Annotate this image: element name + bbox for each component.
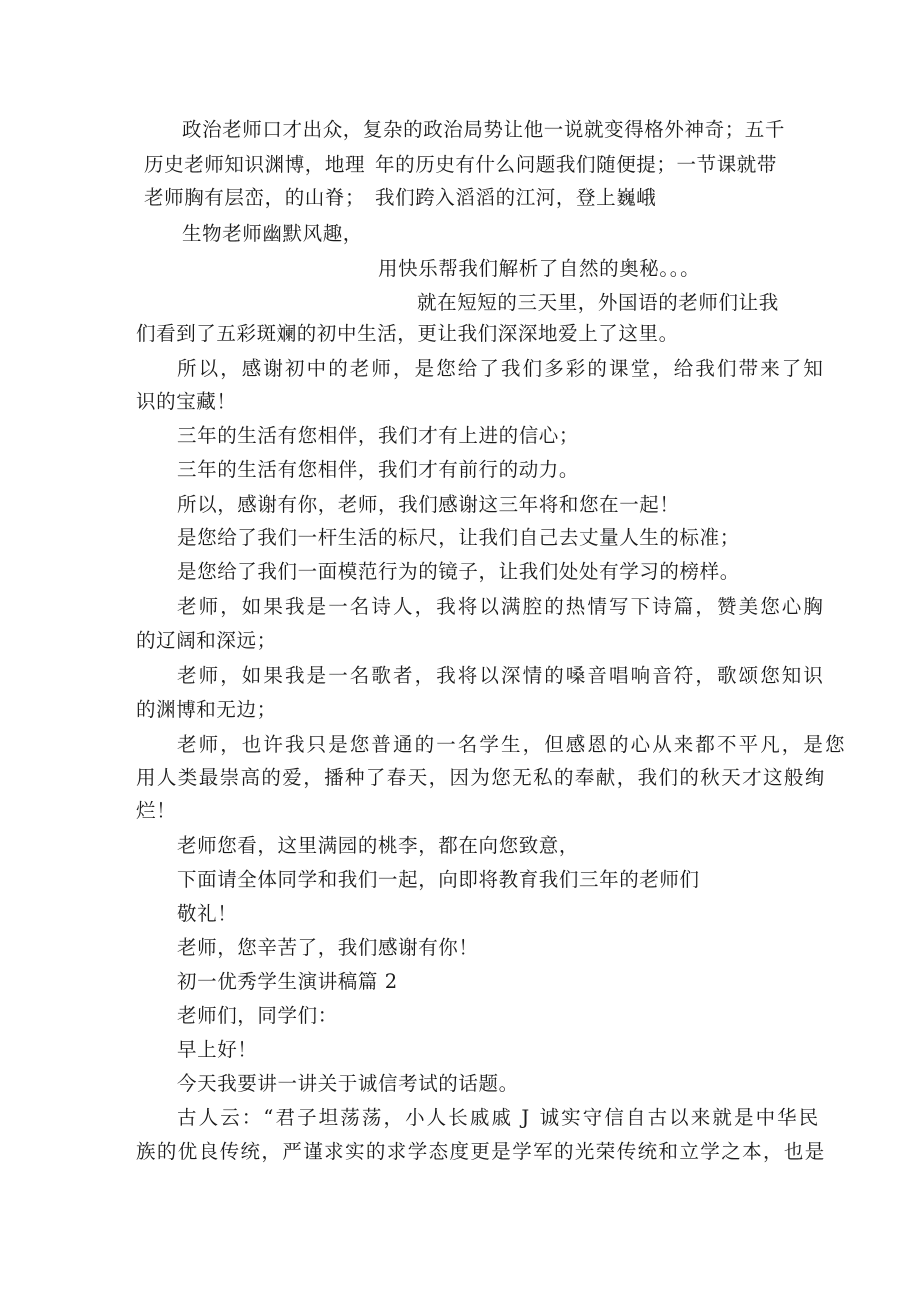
good-morning-line: 早上好！ bbox=[177, 1038, 258, 1061]
politics-teacher-line: 政治老师口才出众，复杂的政治局势让他一说就变得格外神奇；五千 bbox=[182, 118, 786, 141]
ruler-line: 是您给了我们一杆生活的标尺，让我们自己去丈量人生的标准； bbox=[177, 526, 740, 549]
student-line-1: 老师，也许我只是您普通的一名学生，但感恩的心从来都不平凡，是您 bbox=[177, 733, 847, 756]
three-years-line-1: 三年的生活有您相伴，我们才有上进的信心； bbox=[177, 424, 580, 447]
poet-line-1: 老师，如果我是一名诗人，我将以满腔的热情写下诗篇，赞美您心胸 bbox=[177, 595, 826, 618]
biology-teacher-line: 生物老师幽默风趣， bbox=[182, 222, 363, 245]
topic-line: 今天我要讲一讲关于诚信考试的话题。 bbox=[177, 1072, 519, 1095]
hard-work-line: 老师，您辛苦了，我们感谢有你！ bbox=[177, 936, 479, 959]
poet-line-2: 的辽阔和深远； bbox=[136, 629, 277, 652]
peach-line: 老师您看，这里满园的桃李，都在向您致意， bbox=[177, 834, 580, 857]
thanks-paragraph-line-2: 识的宝藏！ bbox=[136, 390, 237, 413]
salute-intro-line: 下面请全体同学和我们一起，向即将教育我们三年的老师们 bbox=[177, 868, 700, 891]
speech-2-heading: 初一优秀学生演讲稿篇 2 bbox=[177, 970, 398, 993]
geography-teacher-right: 我们跨入滔滔的江河，登上巍峨 bbox=[375, 186, 657, 209]
foreign-language-line-2: 们看到了五彩斑斓的初中生活，更让我们深深地爱上了这里。 bbox=[136, 322, 679, 345]
thanks-paragraph-line-1: 所以，感谢初中的老师，是您给了我们多彩的课堂，给我们带来了知 bbox=[177, 357, 826, 380]
ancient-saying-line-2: 族的优良传统，严谨求实的求学态度更是学军的光荣传统和立学之本，也是 bbox=[136, 1140, 826, 1163]
foreign-language-line-1: 就在短短的三天里，外国语的老师们让我 bbox=[417, 291, 779, 314]
thanks-you-line: 所以，感谢有你，老师，我们感谢这三年将和您在一起！ bbox=[177, 493, 680, 516]
history-teacher-right: 年的历史有什么问题我们随便提；一节课就带 bbox=[375, 153, 778, 176]
ancient-saying-line-1: 古人云：“君子坦荡荡，小人长戚戚 J 诚实守信自古以来就是中华民 bbox=[177, 1106, 821, 1129]
student-line-2: 用人类最崇高的爱，播种了春天，因为您无私的奉献，我们的秋天才这般绚 bbox=[136, 766, 826, 789]
singer-line-2: 的渊博和无边； bbox=[136, 698, 277, 721]
history-teacher-left: 历史老师知识渊博，地理 bbox=[144, 153, 366, 176]
salute-line: 敬礼！ bbox=[177, 902, 238, 925]
greeting-line: 老师们，同学们： bbox=[177, 1004, 338, 1027]
singer-line-1: 老师，如果我是一名歌者，我将以深情的嗓音唱响音符，歌颂您知识 bbox=[177, 664, 826, 687]
mirror-line: 是您给了我们一面模范行为的镜子，让我们处处有学习的榜样。 bbox=[177, 560, 740, 583]
student-line-3: 烂！ bbox=[136, 799, 177, 822]
geography-teacher-left: 老师胸有层峦，的山脊； bbox=[144, 186, 366, 209]
three-years-line-2: 三年的生活有您相伴，我们才有前行的动力。 bbox=[177, 458, 580, 481]
biology-teacher-continuation: 用快乐帮我们解析了自然的奥秘。。。 bbox=[378, 257, 701, 280]
